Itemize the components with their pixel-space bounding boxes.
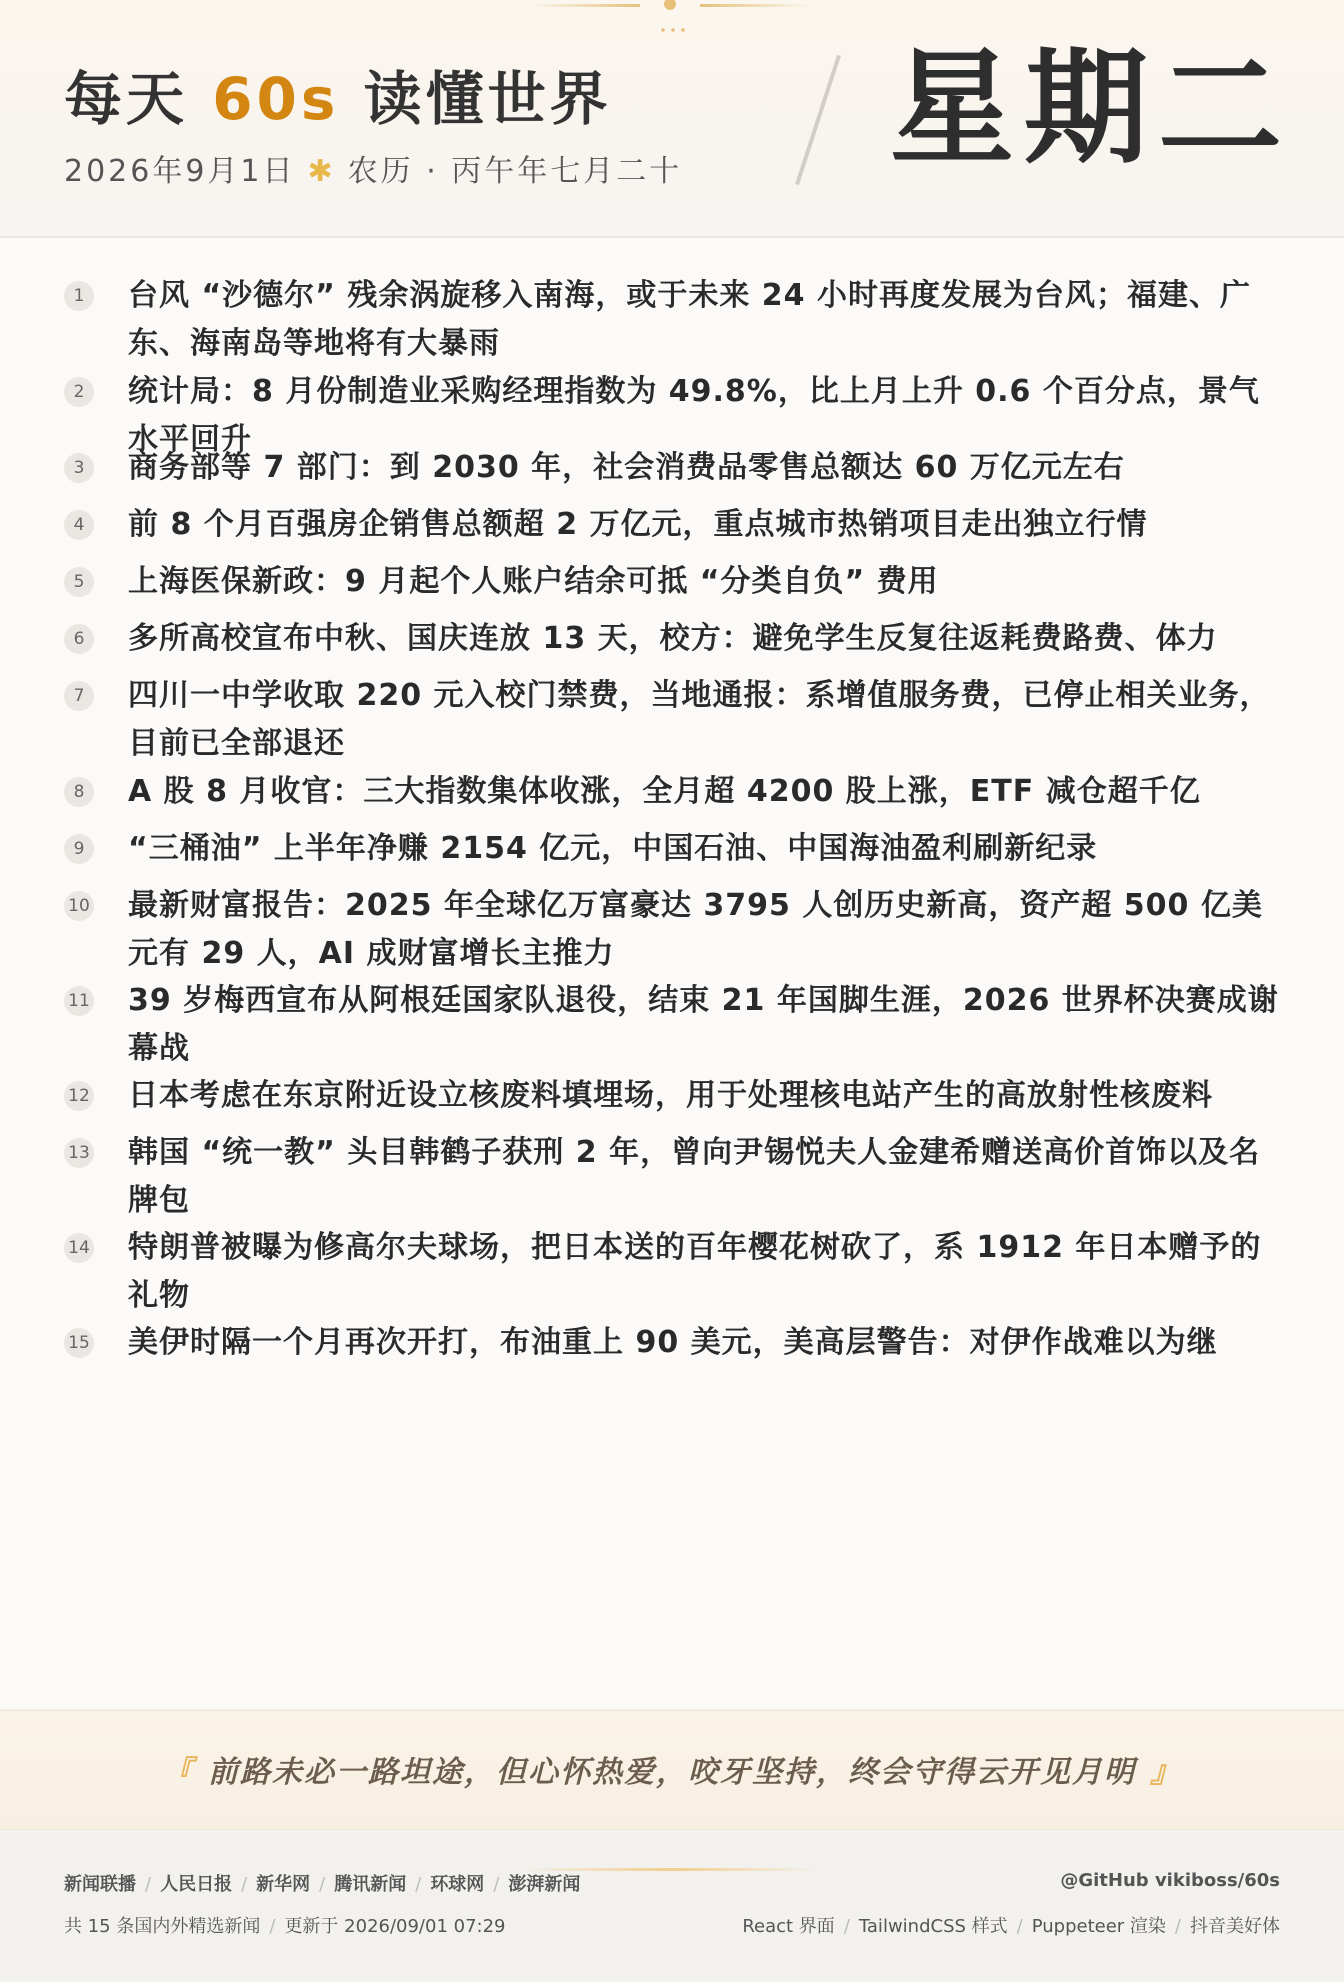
news-number-badge: 6 [64, 624, 94, 654]
source-link[interactable]: 环球网 [430, 1874, 485, 1895]
separator: / [1016, 1916, 1023, 1937]
news-item [0, 1319, 1344, 1367]
weekday: 星期二 [890, 37, 1293, 181]
news-item [0, 558, 1344, 606]
page-title [64, 52, 612, 132]
meta-line [64, 1912, 506, 1938]
quote-open-mark: 『 [162, 1755, 194, 1790]
title-prefix: 每天 [64, 65, 213, 133]
news-number-badge: 9 [64, 834, 94, 864]
news-item [0, 615, 1344, 663]
news-list [0, 238, 1344, 1708]
news-number-badge: 5 [64, 567, 94, 597]
divider-slash [795, 55, 841, 186]
news-number-badge: 14 [64, 1233, 94, 1263]
news-headline: 台风 “沙德尔” 残余涡旋移入南海，或于未来 24 小时再度发展为台风；福建、广东、海南岛等地将有大暴雨 [128, 278, 1251, 361]
title-accent: 60s [212, 65, 340, 133]
quote-text: 前路未必一路坦途，但心怀热爱，咬牙坚持，终会守得云开见月明 [208, 1755, 1136, 1790]
news-headline: 韩国 “统一教” 头目韩鹤子获刑 2 年，曾向尹锡悦夫人金建希赠送高价首饰以及名牌包 [128, 1135, 1261, 1218]
news-headline: 39 岁梅西宣布从阿根廷国家队退役，结束 21 年国脚生涯，2026 世界杯决赛成谢幕战 [128, 983, 1279, 1066]
news-headline: 日本考虑在东京附近设立核废料填埋场，用于处理核电站产生的高放射性核废料 [128, 1078, 1213, 1113]
quote-section [0, 1710, 1344, 1830]
news-item [0, 977, 1344, 1073]
ornament-dots [658, 28, 688, 32]
credit-item: 抖音美好体 [1190, 1916, 1280, 1937]
footer [0, 1830, 1344, 1982]
daily-quote [0, 1747, 1344, 1791]
date-line [64, 146, 682, 190]
title-suffix: 读懂世界 [339, 65, 612, 133]
news-item [0, 1129, 1344, 1225]
separator: / [145, 1874, 152, 1895]
news-number-badge: 1 [64, 281, 94, 311]
source-list [64, 1870, 580, 1896]
ornament-line-right [700, 4, 810, 7]
news-item [0, 882, 1344, 978]
news-count: 共 15 条国内外精选新闻 [64, 1916, 261, 1937]
news-number-badge: 13 [64, 1138, 94, 1168]
news-headline: 统计局：8 月份制造业采购经理指数为 49.8%，比上月上升 0.6 个百分点，景气水平回升 [128, 374, 1260, 457]
credit-item: Puppeteer 渲染 [1031, 1916, 1166, 1937]
news-number-badge: 11 [64, 986, 94, 1016]
source-link[interactable]: 人民日报 [160, 1874, 233, 1895]
news-headline: 商务部等 7 部门：到 2030 年，社会消费品零售总额达 60 万亿元左右 [128, 450, 1125, 485]
news-headline: 上海医保新政：9 月起个人账户结余可抵 “分类自负” 费用 [128, 564, 939, 599]
separator: / [415, 1874, 422, 1895]
news-headline: 最新财富报告：2025 年全球亿万富豪达 3795 人创历史新高，资产超 500 亿美元有 29 人，AI 成财富增长主推力 [128, 888, 1263, 971]
credit-item: TailwindCSS 样式 [858, 1916, 1008, 1937]
separator: / [843, 1916, 850, 1937]
ornament-line-left [530, 4, 640, 7]
news-number-badge: 12 [64, 1081, 94, 1111]
news-item [0, 768, 1344, 816]
news-headline: 前 8 个月百强房企销售总额超 2 万亿元，重点城市热销项目走出独立行情 [128, 507, 1148, 542]
news-headline: 四川一中学收取 220 元入校门禁费，当地通报：系增值服务费，已停止相关业务，目前已全部退还 [128, 678, 1271, 761]
news-item [0, 272, 1344, 368]
news-item [0, 825, 1344, 873]
news-number-badge: 2 [64, 377, 94, 407]
top-ornament [530, 0, 810, 36]
source-link[interactable]: 澎湃新闻 [508, 1874, 581, 1895]
news-headline: 美伊时隔一个月再次开打，布油重上 90 美元，美高层警告：对伊作战难以为继 [128, 1325, 1218, 1360]
news-item [0, 444, 1344, 492]
news-headline: 特朗普被曝为修高尔夫球场，把日本送的百年樱花树砍了，系 1912 年日本赠予的礼物 [128, 1230, 1262, 1313]
source-link[interactable]: 新闻联播 [64, 1874, 136, 1895]
separator: / [1174, 1916, 1181, 1937]
source-link[interactable]: 新华网 [256, 1874, 311, 1895]
gregorian-date: 2026年9月1日 [64, 154, 296, 189]
separator: / [241, 1874, 248, 1895]
lunar-date: 农历 · 丙午年七月二十 [347, 154, 683, 189]
update-time: 更新于 2026/09/01 07:29 [284, 1916, 506, 1937]
credit-list [742, 1912, 1280, 1938]
credit-item: React 界面 [742, 1916, 835, 1937]
news-item [0, 1072, 1344, 1120]
header [0, 0, 1344, 238]
news-item [0, 1224, 1344, 1320]
separator: / [319, 1874, 326, 1895]
github-link[interactable]: @GitHub vikiboss/60s [1060, 1870, 1280, 1891]
news-headline: “三桶油” 上半年净赚 2154 亿元，中国石油、中国海油盈利刷新纪录 [128, 831, 1098, 866]
asterisk-icon: ✱ [307, 154, 336, 189]
separator: / [269, 1916, 276, 1937]
news-number-badge: 3 [64, 453, 94, 483]
news-number-badge: 10 [64, 891, 94, 921]
separator: / [493, 1874, 500, 1895]
source-link[interactable]: 腾讯新闻 [334, 1874, 407, 1895]
news-number-badge: 4 [64, 510, 94, 540]
news-number-badge: 7 [64, 681, 94, 711]
ornament-dot [664, 0, 676, 10]
news-item [0, 672, 1344, 768]
news-number-badge: 15 [64, 1328, 94, 1358]
news-headline: 多所高校宣布中秋、国庆连放 13 天，校方：避免学生反复往返耗费路费、体力 [128, 621, 1218, 656]
news-headline: A 股 8 月收官：三大指数集体收涨，全月超 4200 股上涨，ETF 减仓超千亿 [128, 774, 1201, 809]
news-item [0, 501, 1344, 549]
quote-close-mark: 』 [1150, 1755, 1182, 1790]
news-number-badge: 8 [64, 777, 94, 807]
